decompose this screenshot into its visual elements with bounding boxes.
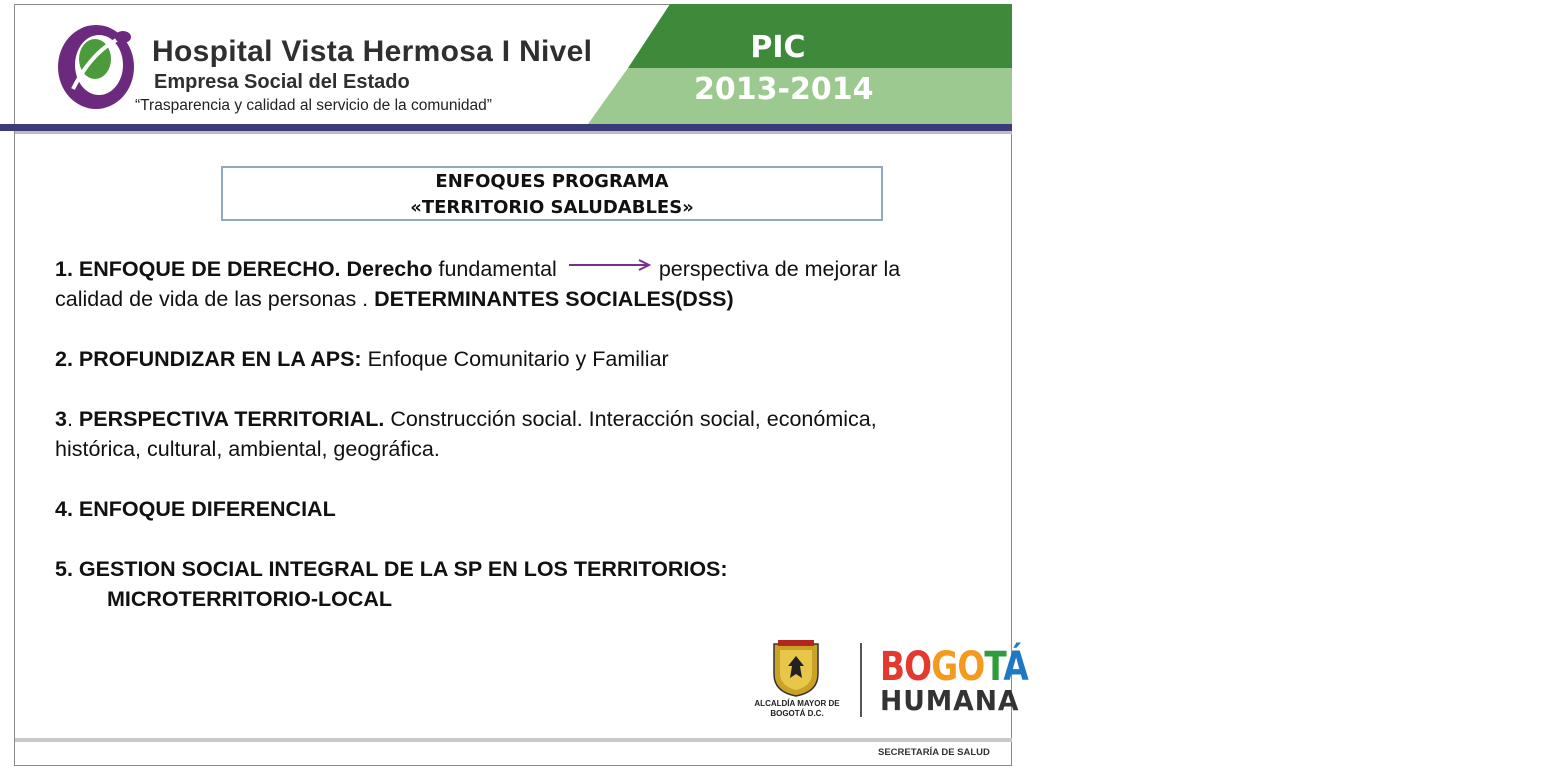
- item-3-sep: .: [66, 407, 79, 431]
- humana-wordmark: HUMANA: [880, 684, 1020, 717]
- hospital-subtitle: Empresa Social del Estado: [154, 71, 410, 93]
- content-list: [55, 254, 955, 614]
- hospital-name: Hospital Vista Hermosa I Nivel: [152, 35, 593, 68]
- list-item-5-cont: [55, 584, 955, 614]
- footer-divider: [860, 643, 862, 717]
- footer-rule: [15, 738, 1012, 742]
- list-item-5: [55, 554, 955, 584]
- header-rule: [0, 124, 1012, 131]
- program-years: 2013-2014: [694, 72, 874, 107]
- item-5-subheading: MICROTERRITORIO-LOCAL: [107, 587, 393, 611]
- section-title-line1: ENFOQUES PROGRAMA: [435, 171, 669, 192]
- alcaldia-label: ALCALDÍA MAYOR DE BOGOTÁ D.C.: [754, 699, 840, 718]
- footer-secretaria: SECRETARÍA DE SALUD: [878, 747, 990, 758]
- item-1-text: fundamental: [432, 257, 557, 281]
- section-title-line2: «TERRITORIO SALUDABLES»: [410, 197, 694, 218]
- bogota-part-1: BO: [880, 644, 932, 690]
- item-3-heading: PERSPECTIVA TERRITORIAL.: [78, 407, 385, 431]
- header-rule-shadow: [15, 131, 1012, 134]
- item-4-heading: 4. ENFOQUE DIFERENCIAL: [55, 497, 336, 521]
- item-1-text-cont: perspectiva de mejorar la calidad de vida de las personas .: [55, 257, 901, 311]
- bogota-part-2: GO: [931, 644, 985, 690]
- list-item-4: [55, 494, 955, 524]
- bogota-part-4: Á: [1003, 644, 1029, 690]
- program-label: PIC: [750, 30, 806, 65]
- list-item-2: [55, 344, 955, 374]
- section-title-box: [221, 166, 883, 221]
- item-1-emphasis: DETERMINANTES SOCIALES(DSS): [374, 287, 734, 311]
- item-1-heading: 1. ENFOQUE DE DERECHO. Derecho: [55, 257, 433, 281]
- list-item-3: [55, 404, 955, 464]
- item-2-text: Enfoque Comunitario y Familiar: [361, 347, 669, 371]
- item-5-heading: 5. GESTION SOCIAL INTEGRAL DE LA SP EN LOS TERRITORIOS:: [55, 557, 728, 581]
- hospital-slogan: “Trasparencia y calidad al servicio de la comunidad”: [135, 97, 492, 114]
- list-item-1: [55, 254, 955, 314]
- item-3-number: 3: [55, 407, 67, 431]
- item-2-heading: 2. PROFUNDIZAR EN LA APS:: [55, 347, 362, 371]
- bogota-part-3: T: [984, 644, 1004, 690]
- item-3-text: Construcción social. Interacción social, económica, histórica, cultural, ambiental, geográfica.: [55, 407, 877, 461]
- bogota-coat-of-arms-icon: [770, 640, 822, 698]
- arrow-right-icon: [567, 258, 653, 272]
